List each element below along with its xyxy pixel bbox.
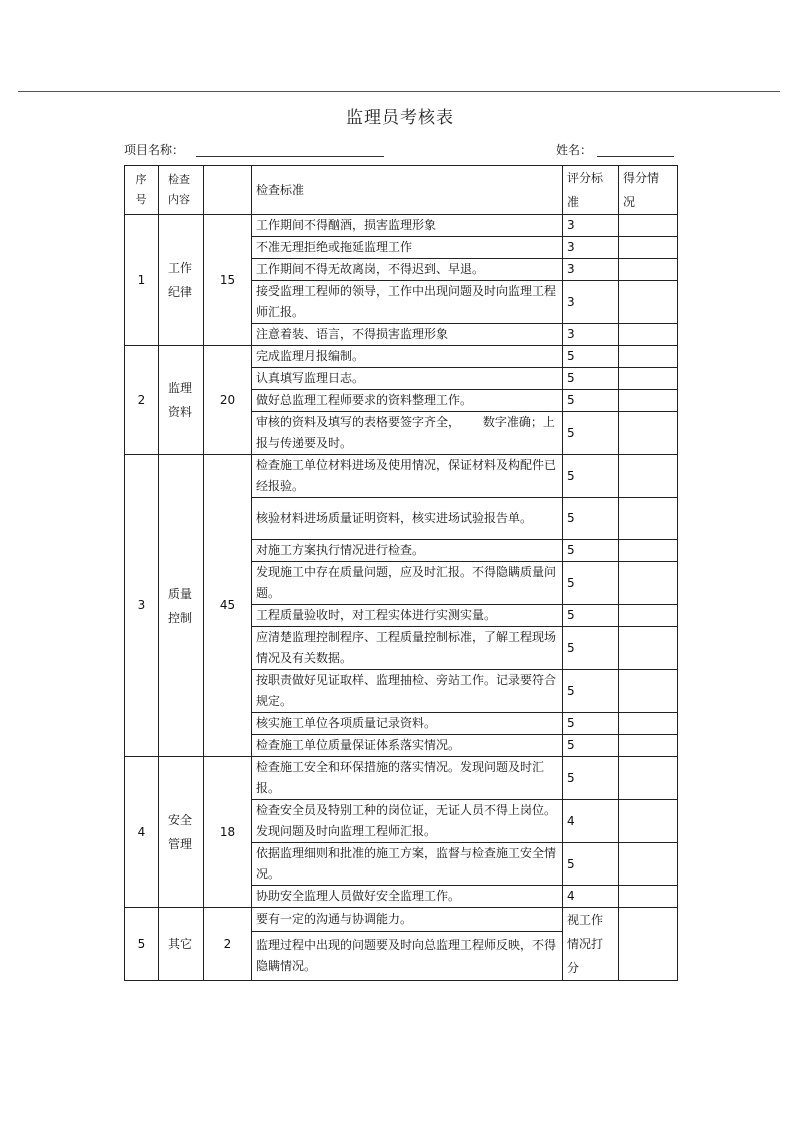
criterion-text: 检查施工安全和环保措施的落实情况。发现问题及时汇报。 bbox=[252, 757, 563, 800]
criterion-score: 3 bbox=[563, 237, 619, 259]
criterion-text: 依据监理细则和批准的施工方案，监督与检查施工安全情况。 bbox=[252, 843, 563, 886]
score-result-cell[interactable] bbox=[619, 455, 678, 498]
score-result-cell[interactable] bbox=[619, 390, 678, 412]
section-name: 监理资料 bbox=[159, 346, 204, 455]
criterion-score: 5 bbox=[563, 757, 619, 800]
criterion-score: 5 bbox=[563, 713, 619, 735]
header-result: 得分情况 bbox=[619, 166, 678, 215]
section-weight: 20 bbox=[204, 346, 252, 455]
section-number: 1 bbox=[125, 215, 159, 346]
document-title: 监理员考核表 bbox=[346, 108, 454, 128]
score-result-cell[interactable] bbox=[619, 843, 678, 886]
criterion-text: 检查施工单位质量保证体系落实情况。 bbox=[252, 735, 563, 757]
criterion-score: 5 bbox=[563, 498, 619, 540]
criterion-score: 5 bbox=[563, 670, 619, 713]
criterion-score: 5 bbox=[563, 735, 619, 757]
assessment-table bbox=[124, 165, 678, 981]
criterion-score: 5 bbox=[563, 455, 619, 498]
score-result-cell[interactable] bbox=[619, 886, 678, 908]
criterion-text: 要有一定的沟通与协调能力。 bbox=[252, 908, 563, 932]
criterion-text: 按职责做好见证取样、监理抽检、旁站工作。记录要符合规定。 bbox=[252, 670, 563, 713]
project-name-label: 项目名称： bbox=[124, 143, 185, 157]
score-result-cell[interactable] bbox=[619, 412, 678, 455]
criterion-score: 5 bbox=[563, 627, 619, 670]
section-number: 4 bbox=[125, 757, 159, 908]
score-result-cell[interactable] bbox=[619, 259, 678, 281]
criterion-score: 5 bbox=[563, 540, 619, 562]
table-row bbox=[125, 757, 678, 800]
criterion-text: 完成监理月报编制。 bbox=[252, 346, 563, 368]
criterion-text: 接受监理工程师的领导，工作中出现问题及时向监理工程师汇报。 bbox=[252, 281, 563, 324]
score-result-cell[interactable] bbox=[619, 605, 678, 627]
criterion-text: 检查安全员及特别工种的岗位证，无证人员不得上岗位。发现问题及时向监理工程师汇报。 bbox=[252, 800, 563, 843]
score-result-cell[interactable] bbox=[619, 562, 678, 605]
header-standard: 检查标准 bbox=[252, 166, 563, 215]
score-result-cell[interactable] bbox=[619, 346, 678, 368]
section-number: 3 bbox=[125, 455, 159, 757]
name-label: 姓名： bbox=[556, 143, 593, 157]
criterion-score: 5 bbox=[563, 605, 619, 627]
score-result-cell[interactable] bbox=[619, 215, 678, 237]
header-weight bbox=[204, 166, 252, 215]
criterion-score: 5 bbox=[563, 368, 619, 390]
criterion-text: 检查施工单位材料进场及使用情况，保证材料及构配件已经报验。 bbox=[252, 455, 563, 498]
criterion-score: 3 bbox=[563, 324, 619, 346]
score-result-cell[interactable] bbox=[619, 757, 678, 800]
criterion-score: 3 bbox=[563, 281, 619, 324]
score-result-cell[interactable] bbox=[619, 908, 678, 981]
score-result-cell[interactable] bbox=[619, 498, 678, 540]
score-result-cell[interactable] bbox=[619, 281, 678, 324]
criterion-score: 5 bbox=[563, 412, 619, 455]
criterion-score: 5 bbox=[563, 390, 619, 412]
criterion-text: 核实施工单位各项质量记录资料。 bbox=[252, 713, 563, 735]
criterion-text: 对施工方案执行情况进行检查。 bbox=[252, 540, 563, 562]
header-score: 评分标准 bbox=[563, 166, 619, 215]
criterion-text: 协助安全监理人员做好安全监理工作。 bbox=[252, 886, 563, 908]
score-result-cell[interactable] bbox=[619, 368, 678, 390]
criterion-score: 4 bbox=[563, 886, 619, 908]
criterion-text: 认真填写监理日志。 bbox=[252, 368, 563, 390]
criterion-text: 应清楚监理控制程序、工程质量控制标准，了解工程现场情况及有关数据。 bbox=[252, 627, 563, 670]
score-result-cell[interactable] bbox=[619, 735, 678, 757]
criterion-score: 3 bbox=[563, 215, 619, 237]
criterion-text: 工程质量验收时，对工程实体进行实测实量。 bbox=[252, 605, 563, 627]
criterion-score: 5 bbox=[563, 843, 619, 886]
score-result-cell[interactable] bbox=[619, 800, 678, 843]
criterion-text: 工作期间不得酗酒，损害监理形象 bbox=[252, 215, 563, 237]
criterion-text: 监理过程中出现的问题要及时向总监理工程师反映，不得隐瞒情况。 bbox=[252, 932, 563, 981]
score-result-cell[interactable] bbox=[619, 237, 678, 259]
table-row bbox=[125, 215, 678, 237]
header-rule bbox=[18, 91, 780, 92]
header-no: 序号 bbox=[125, 166, 159, 215]
criterion-text: 审核的资料及填写的表格要签字齐全， 数字准确；上报与传递要及时。 bbox=[252, 412, 563, 455]
section-weight: 18 bbox=[204, 757, 252, 908]
score-result-cell[interactable] bbox=[619, 670, 678, 713]
score-result-cell[interactable] bbox=[619, 324, 678, 346]
section-name: 质量控制 bbox=[159, 455, 204, 757]
section-weight: 15 bbox=[204, 215, 252, 346]
score-result-cell[interactable] bbox=[619, 627, 678, 670]
criterion-text: 不准无理拒绝或拖延监理工作 bbox=[252, 237, 563, 259]
section-name: 安全管理 bbox=[159, 757, 204, 908]
name-field[interactable] bbox=[597, 156, 674, 157]
criterion-score: 视工作情况打分 bbox=[563, 908, 619, 981]
section-name: 工作纪律 bbox=[159, 215, 204, 346]
section-name: 其它 bbox=[159, 908, 204, 981]
criterion-text: 工作期间不得无故离岗，不得迟到、早退。 bbox=[252, 259, 563, 281]
criterion-text: 发现施工中存在质量问题，应及时汇报。不得隐瞒质量问题。 bbox=[252, 562, 563, 605]
section-weight: 45 bbox=[204, 455, 252, 757]
criterion-score: 4 bbox=[563, 800, 619, 843]
table-header-row bbox=[125, 166, 678, 215]
project-name-field[interactable] bbox=[196, 156, 384, 157]
section-number: 2 bbox=[125, 346, 159, 455]
section-number: 5 bbox=[125, 908, 159, 981]
criterion-score: 3 bbox=[563, 259, 619, 281]
score-result-cell[interactable] bbox=[619, 713, 678, 735]
criterion-text: 核验材料进场质量证明资料，核实进场试验报告单。 bbox=[252, 498, 563, 540]
table-row bbox=[125, 908, 678, 932]
criterion-text: 做好总监理工程师要求的资料整理工作。 bbox=[252, 390, 563, 412]
table-row bbox=[125, 346, 678, 368]
criterion-score: 5 bbox=[563, 346, 619, 368]
criterion-score: 5 bbox=[563, 562, 619, 605]
header-content: 检查内容 bbox=[159, 166, 204, 215]
section-weight: 2 bbox=[204, 908, 252, 981]
score-result-cell[interactable] bbox=[619, 540, 678, 562]
criterion-text: 注意着装、语言，不得损害监理形象 bbox=[252, 324, 563, 346]
table-row bbox=[125, 455, 678, 498]
